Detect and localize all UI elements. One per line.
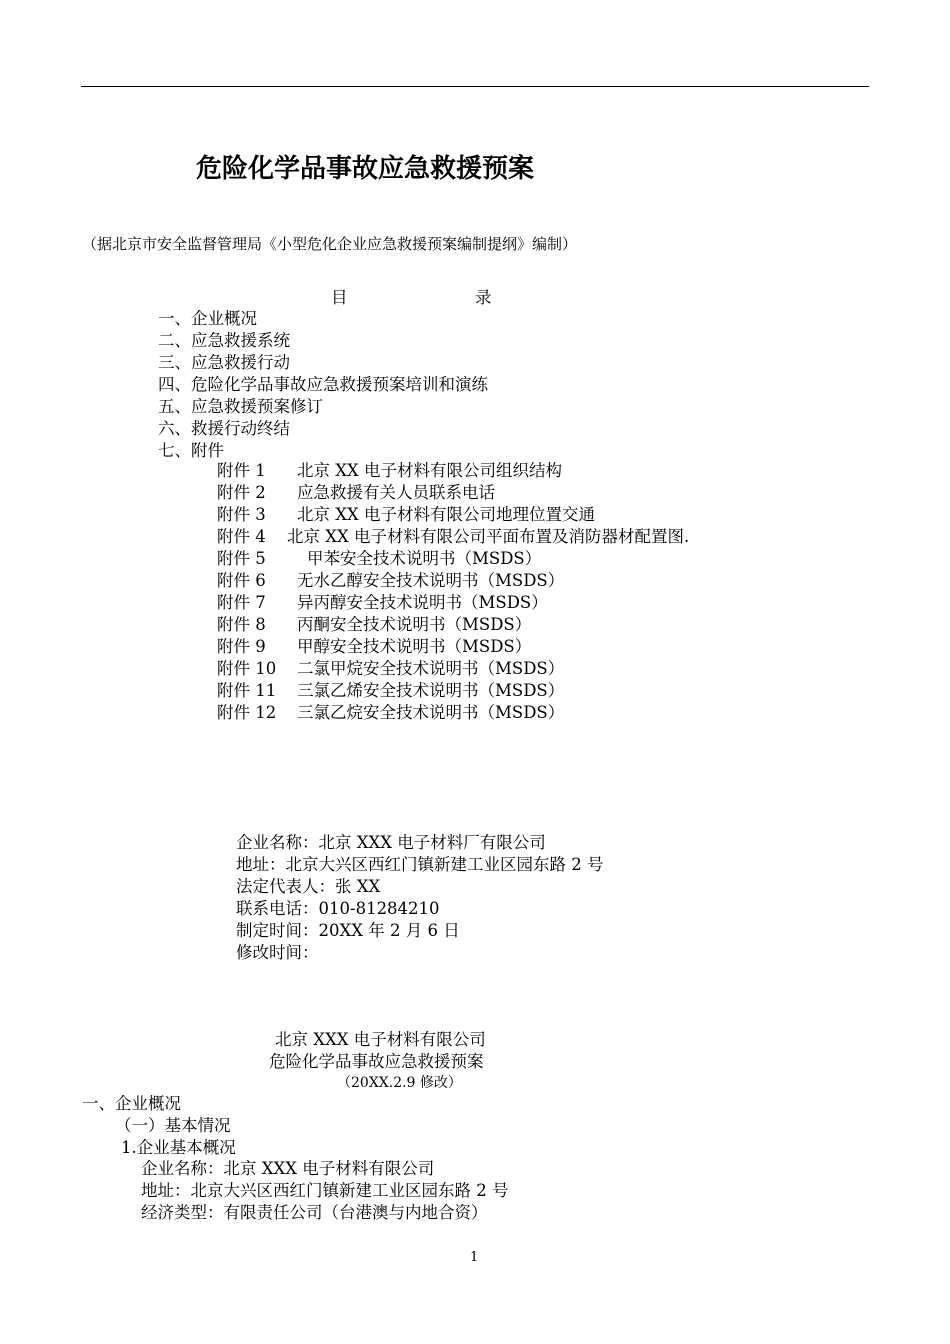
body-line: 地址：北京大兴区西红门镇新建工业区园东路 2 号 [141,1181,509,1200]
attachment-number: 附件 2 [217,483,266,502]
attachment-list [217,460,689,724]
attachment-title: 应急救援有关人员联系电话 [297,483,495,502]
attachment-item [217,614,689,636]
attachment-number: 附件 7 [217,593,266,612]
attachment-number: 附件 4 [217,527,266,546]
attachment-item [217,460,689,482]
info-line: 地址：北京大兴区西红门镇新建工业区园东路 2 号 [236,855,604,874]
toc-item: 一、企业概况 [158,309,257,328]
attachment-number: 附件 12 [217,703,277,722]
attachment-number: 附件 11 [217,681,277,700]
info-line: 法定代表人：张 XX [236,877,381,896]
basic-info [141,1158,509,1224]
cover-company: 北京 XXX 电子材料有限公司 [275,1030,486,1049]
cover-title: 危险化学品事故应急救援预案 [269,1052,484,1071]
attachment-item [217,680,689,702]
attachment-item [217,482,689,504]
header-rule [81,86,869,87]
attachment-number: 附件 3 [217,505,266,524]
toc-heading-1: 目 [331,288,348,307]
attachment-title: 异丙醇安全技术说明书（MSDS） [297,593,548,612]
toc-item: 五、应急救援预案修订 [158,397,323,416]
document-subtitle: （据北京市安全监督管理局《小型危化企业应急救援预案编制提纲》编制） [82,235,578,253]
attachment-title: 北京 XX 电子材料有限公司平面布置及消防器材配置图. [287,527,690,546]
attachment-number: 附件 1 [217,461,266,480]
attachment-number: 附件 5 [217,549,266,568]
company-info [236,832,604,964]
attachment-item [217,636,689,658]
info-line: 企业名称：北京 XXX 电子材料厂有限公司 [236,833,546,852]
cover-revision: （20XX.2.9 修改） [337,1075,462,1091]
attachment-number: 附件 9 [217,637,266,656]
attachment-title: 甲苯安全技术说明书（MSDS） [307,549,542,568]
attachment-item [217,658,689,680]
body-line: 企业名称：北京 XXX 电子材料有限公司 [141,1159,435,1178]
section-heading: 一、企业概况 [82,1094,181,1113]
attachment-item [217,702,689,724]
attachment-title: 北京 XX 电子材料有限公司地理位置交通 [297,505,595,524]
attachment-title: 无水乙醇安全技术说明书（MSDS） [297,571,565,590]
attachment-item [217,570,689,592]
subsubsection-heading: 1.企业基本概况 [121,1138,236,1157]
attachment-title: 丙酮安全技术说明书（MSDS） [297,615,532,634]
toc-item: 三、应急救援行动 [158,353,290,372]
subsection-heading: （一）基本情况 [115,1116,231,1135]
attachment-item [217,592,689,614]
toc-item: 四、危险化学品事故应急救援预案培训和演练 [158,375,488,394]
info-line: 制定时间：20XX 年 2 月 6 日 [236,921,460,940]
attachment-title: 三氯乙烯安全技术说明书（MSDS） [297,681,565,700]
attachment-item [217,526,689,548]
toc-item: 二、应急救援系统 [158,331,290,350]
attachment-item [217,548,689,570]
document-title: 危险化学品事故应急救援预案 [196,154,535,184]
attachment-title: 二氯甲烷安全技术说明书（MSDS） [297,659,565,678]
toc-item: 六、救援行动终结 [158,419,290,438]
attachment-title: 三氯乙烷安全技术说明书（MSDS） [297,703,565,722]
attachment-title: 北京 XX 电子材料有限公司组织结构 [297,461,562,480]
attachment-number: 附件 6 [217,571,266,590]
toc-item: 七、附件 [158,441,224,460]
info-line: 修改时间： [236,943,319,962]
attachment-title: 甲醇安全技术说明书（MSDS） [297,637,532,656]
attachment-number: 附件 8 [217,615,266,634]
toc-heading-2: 录 [475,288,492,307]
toc-list [158,308,488,462]
page-number: 1 [470,1250,479,1265]
attachment-number: 附件 10 [217,659,277,678]
info-line: 联系电话：010-81284210 [236,899,440,918]
attachment-item [217,504,689,526]
body-line: 经济类型：有限责任公司（台港澳与内地合资） [141,1203,488,1222]
